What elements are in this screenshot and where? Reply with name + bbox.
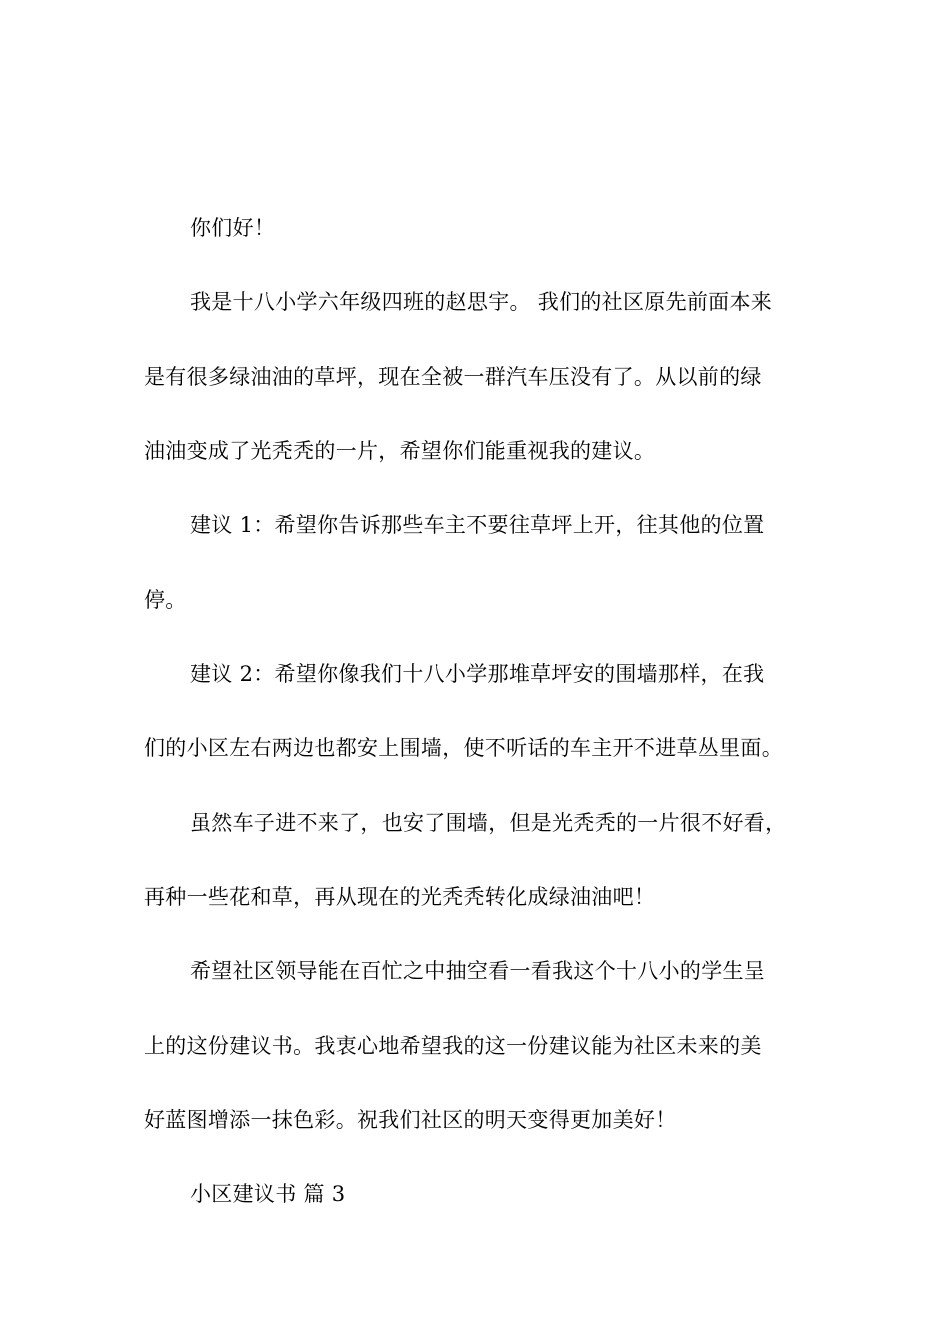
closing-line-3: 好蓝图增添一抹色彩。祝我们社区的明天变得更加美好！	[144, 1108, 677, 1132]
suggestion-1-line-2: 停。	[144, 588, 187, 612]
closing-line-1: 希望社区领导能在百忙之中抽空看一看我这个十八小的学生呈	[190, 959, 766, 983]
suggestion-1-line-1: 建议 1：希望你告诉那些车主不要往草坪上开，往其他的位置	[190, 513, 765, 537]
paragraph-1-line-3: 油油变成了光秃秃的一片，希望你们能重视我的建议。	[144, 439, 656, 463]
suggestion-2-line-2: 们的小区左右两边也都安上围墙，使不听话的车主开不进草丛里面。	[144, 736, 783, 760]
greeting-line: 你们好！	[190, 216, 276, 240]
paragraph-1-line-2: 是有很多绿油油的草坪，现在全被一群汽车压没有了。从以前的绿	[144, 365, 762, 389]
closing-line-2: 上的这份建议书。我衷心地希望我的这一份建议能为社区未来的美	[144, 1034, 762, 1058]
suggestion-2-line-1: 建议 2：希望你像我们十八小学那堆草坪安的围墙那样，在我	[190, 662, 765, 686]
paragraph-3-line-2: 再种一些花和草，再从现在的光秃秃转化成绿油油吧！	[144, 885, 656, 909]
paragraph-3-line-1: 虽然车子进不来了，也安了围墙，但是光秃秃的一片很不好看，	[190, 811, 787, 835]
paragraph-1-line-1: 我是十八小学六年级四班的赵思宇。 我们的社区原先前面本来	[190, 290, 773, 314]
section-heading: 小区建议书 篇 3	[190, 1182, 346, 1206]
